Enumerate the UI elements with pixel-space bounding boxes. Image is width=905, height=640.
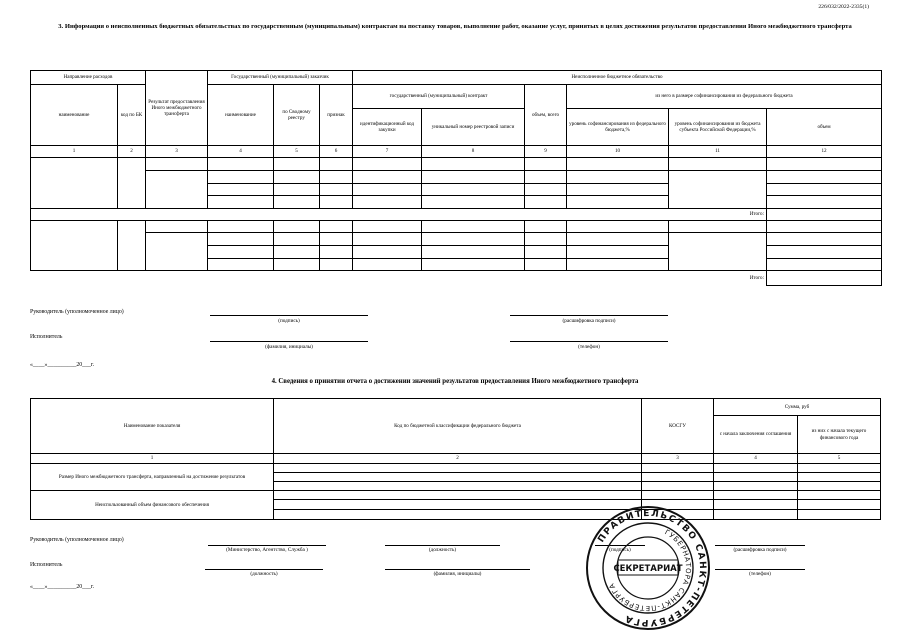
col-num: 5 [798,454,881,464]
col-num: 9 [525,146,567,158]
position-line [385,545,500,546]
hint-name-2: (фамилия, инициалы) [433,571,482,577]
col-num: 4 [714,454,798,464]
table-row [31,171,882,184]
table-row [31,233,882,246]
itogo-row [31,271,882,286]
header-attr: признак [320,85,353,146]
hint-phone: (телефон) [578,344,600,350]
header-direction: Направление расходов [31,71,146,85]
head-label: Руководитель (уполномоченное лицо) [30,309,124,315]
date-line: «____»__________20___г. [30,362,95,368]
col-num: 1 [31,146,118,158]
col-num: 11 [669,146,767,158]
position-line-2 [205,569,323,570]
header-registry: по Сводному реестру [274,85,320,146]
hint-decode-2: (расшифровка подписи) [733,547,787,553]
stamp-center-text: СЕКРЕТАРИАТ [613,564,683,574]
phone-line-2 [715,569,805,570]
col-num: 1 [31,454,274,464]
secretariat-stamp [585,505,711,631]
hint-position: (должность) [428,547,457,553]
header-cofin: из него в размере софинансирования из федерального бюджета [567,85,882,109]
hint-org: (Министерство, Агентство, Служба ) [226,547,308,553]
header-customer-name: наименование [208,85,274,146]
phone-line [510,341,668,342]
hint-phone-2: (телефон) [749,571,771,577]
col-num: 5 [274,146,320,158]
header-since-start: с начала заключения соглашения [714,416,798,454]
header-kbk-federal: Код по бюджетной классификации федерального бюджета [274,399,642,454]
col-num: 8 [422,146,525,158]
header-cofin-level: уровень софинансирования из федерального бюджета,% [567,109,669,146]
header-result: Результат предоставления Иного межбюджетного трансферта [146,71,208,146]
name-line-2 [385,569,530,570]
date-line-2: «____»__________20___г. [30,584,95,590]
col-num: 12 [767,146,882,158]
section-4-title: 4. Сведения о принятии отчета о достижении значений результатов предоставления Иного межбюджетного трансферта [271,378,639,385]
header-kosgu: КОСГУ [642,399,714,454]
col-num: 3 [642,454,714,464]
header-contract: государственный (муниципальный) контракт [353,85,525,109]
executor-label: Исполнитель [30,334,63,340]
table-row [31,464,881,473]
header-customer: Государственный (муниципальный) заказчик [208,71,353,85]
table-row [31,491,881,500]
header-since-year: из них с начала текущего финансового года [798,416,881,454]
obligations-table [30,70,882,286]
header-sum: Сумма, руб [714,399,881,416]
header-volume: объем [767,109,882,146]
executor-label-2: Исполнитель [30,562,63,568]
itogo-label: Итого: [31,271,767,286]
report-acceptance-table [30,398,881,520]
header-kbk: код по БК [118,85,146,146]
stamp-ring-text: ПРАВИТЕЛЬСТВО САНКТ-ПЕТЕРБУРГА [596,508,708,628]
itogo-label: Итого: [31,209,767,221]
head-label-2: Руководитель (уполномоченное лицо) [30,537,124,543]
col-num: 3 [146,146,208,158]
col-num: 10 [567,146,669,158]
header-volume-total: объем, всего [525,85,567,146]
header-cofin-subject: уровень софинансирования из бюджета субъекта Российской Федерации,% [669,109,767,146]
decode-line-2 [715,545,805,546]
row-label: Неиспользованный объем финансового обеспечения [31,491,274,520]
header-ident: идентификационный код закупки [353,109,422,146]
name-line [210,341,368,342]
document-id: 226/032/2022-2335(1) [818,4,869,10]
table-row [31,158,882,171]
sign-line [210,315,368,316]
header-reg-num: уникальный номер реестровой записи [422,109,525,146]
org-line [208,545,326,546]
hint-name: (фамилия, инициалы) [265,344,313,350]
col-num: 4 [208,146,274,158]
hint-sign: (подпись) [278,318,300,324]
hint-decode: (расшифровка подписи) [562,318,616,324]
stamp-inner-text: ГУБЕРНАТОРА САНКТ-ПЕТЕРБУРГА [607,528,693,613]
col-num: 2 [118,146,146,158]
section-3-title: 3. Информация о неисполненных бюджетных обязательствах по государственным (муниципальным) контрактам на поставку товаров, выполнение работ, оказание услуг, принятых в целях достижения результатов предоставления Иного межбюджетного трансферта [58,23,852,30]
header-indicator: Наименование показателя [31,399,274,454]
decode-line [510,315,668,316]
col-num: 7 [353,146,422,158]
col-num: 6 [320,146,353,158]
row-label: Размер Иного межбюджетного трансферта, направленный на достижение результатов [31,464,274,491]
hint-position-2: (должность) [250,571,278,577]
header-direction-name: наименование [31,85,118,146]
table-row [31,221,882,233]
itogo-row [31,209,882,221]
header-obligation: Неисполненное бюджетное обязательство [353,71,882,85]
col-num: 2 [274,454,642,464]
hint-sign-2: (подпись) [609,547,631,553]
